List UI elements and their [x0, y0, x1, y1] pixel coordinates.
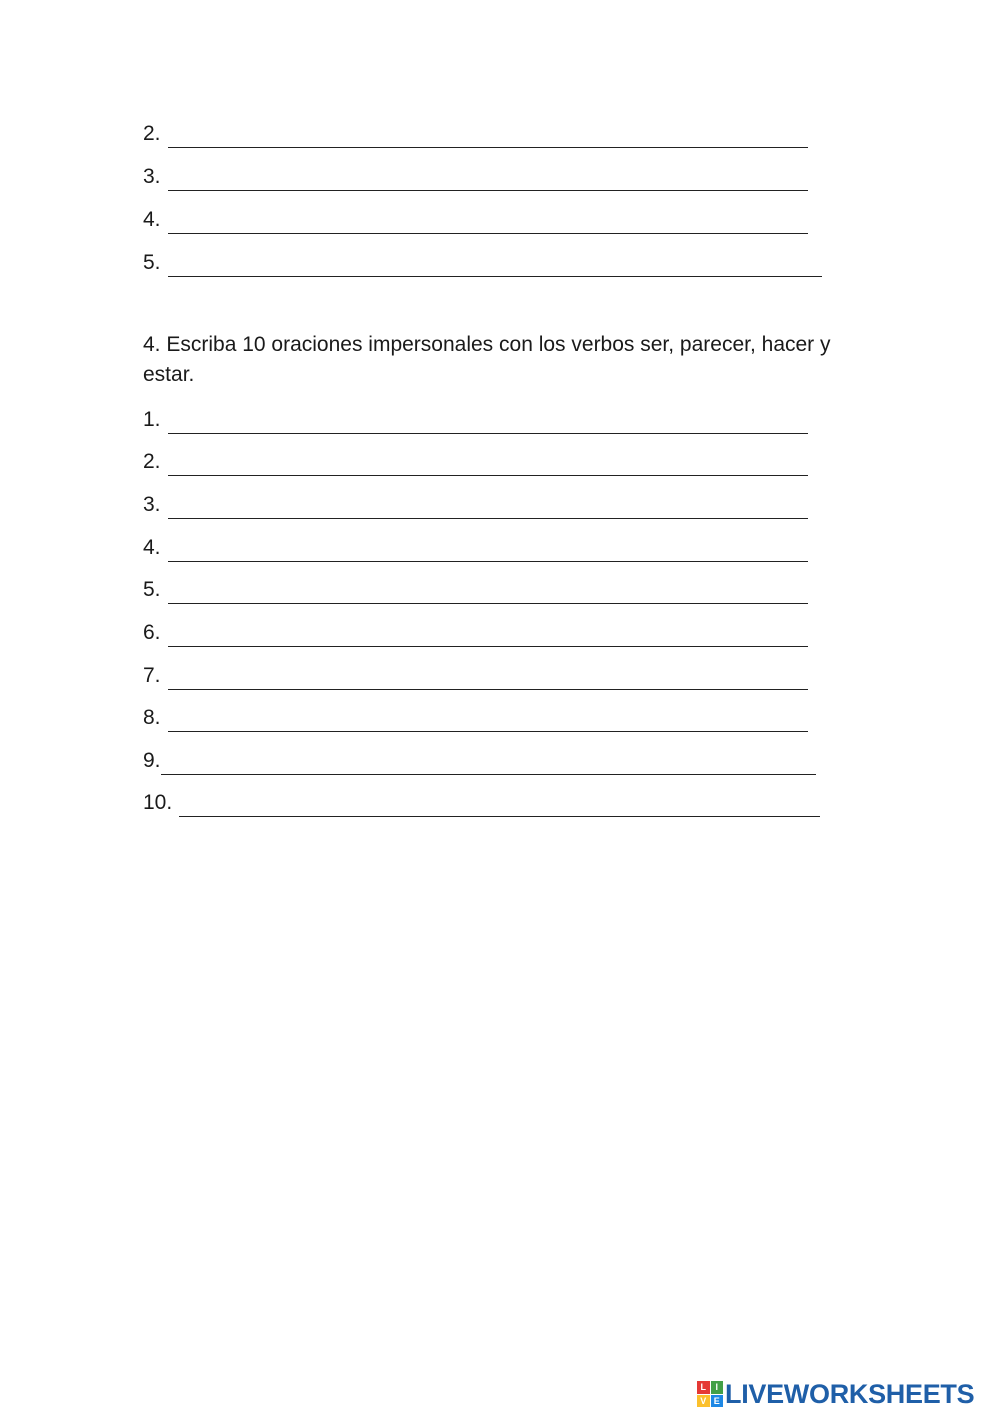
answer-blank[interactable]: [168, 602, 808, 604]
answer-line[interactable]: [143, 247, 822, 277]
logo-mark-tile: L: [697, 1381, 710, 1394]
answer-line[interactable]: [143, 702, 808, 732]
answer-blank[interactable]: [168, 232, 808, 234]
answer-blank[interactable]: [168, 517, 808, 519]
logo-mark-tile: I: [711, 1381, 724, 1394]
answer-line[interactable]: [143, 617, 808, 647]
logo-text: LIVEWORKSHEETS: [725, 1378, 975, 1409]
answer-line[interactable]: [143, 118, 808, 148]
question-4-prompt: 4. Escriba 10 oraciones impersonales con los verbos ser, parecer, hacer y estar.: [143, 333, 831, 386]
item-number: 4.: [143, 208, 161, 231]
item-number: 2.: [143, 450, 161, 473]
answer-line[interactable]: [143, 446, 808, 476]
answer-line[interactable]: [143, 660, 808, 690]
item-number: 1.: [143, 408, 161, 431]
answer-line[interactable]: [143, 574, 808, 604]
item-number: 9.: [143, 749, 161, 772]
answer-blank[interactable]: [168, 189, 808, 191]
item-number: 7.: [143, 664, 161, 687]
item-number: 3.: [143, 493, 161, 516]
answer-line[interactable]: [143, 204, 808, 234]
answer-blank[interactable]: [168, 275, 822, 277]
answer-blank[interactable]: [161, 773, 816, 775]
answer-line[interactable]: [143, 404, 808, 434]
item-number: 6.: [143, 621, 161, 644]
item-number: 4.: [143, 536, 161, 559]
answer-blank[interactable]: [179, 815, 820, 817]
answer-line[interactable]: [143, 161, 808, 191]
answer-blank[interactable]: [168, 688, 808, 690]
item-number: 8.: [143, 706, 161, 729]
logo-mark-tile: V: [697, 1395, 710, 1408]
answer-blank[interactable]: [168, 474, 808, 476]
item-number: 5.: [143, 578, 161, 601]
logo-mark-tile: E: [711, 1395, 724, 1408]
answer-blank[interactable]: [168, 645, 808, 647]
item-number: 2.: [143, 122, 161, 145]
answer-line[interactable]: [143, 489, 808, 519]
item-number: 5.: [143, 251, 161, 274]
liveworksheets-logo: [697, 1376, 974, 1412]
answer-line[interactable]: [143, 532, 808, 562]
answer-line[interactable]: [143, 745, 816, 775]
logo-mark-icon: [697, 1381, 723, 1407]
item-number: 10.: [143, 791, 173, 814]
answer-blank[interactable]: [168, 146, 808, 148]
answer-line[interactable]: [143, 787, 820, 817]
answer-blank[interactable]: [168, 432, 808, 434]
answer-blank[interactable]: [168, 560, 808, 562]
answer-blank[interactable]: [168, 730, 808, 732]
item-number: 3.: [143, 165, 161, 188]
